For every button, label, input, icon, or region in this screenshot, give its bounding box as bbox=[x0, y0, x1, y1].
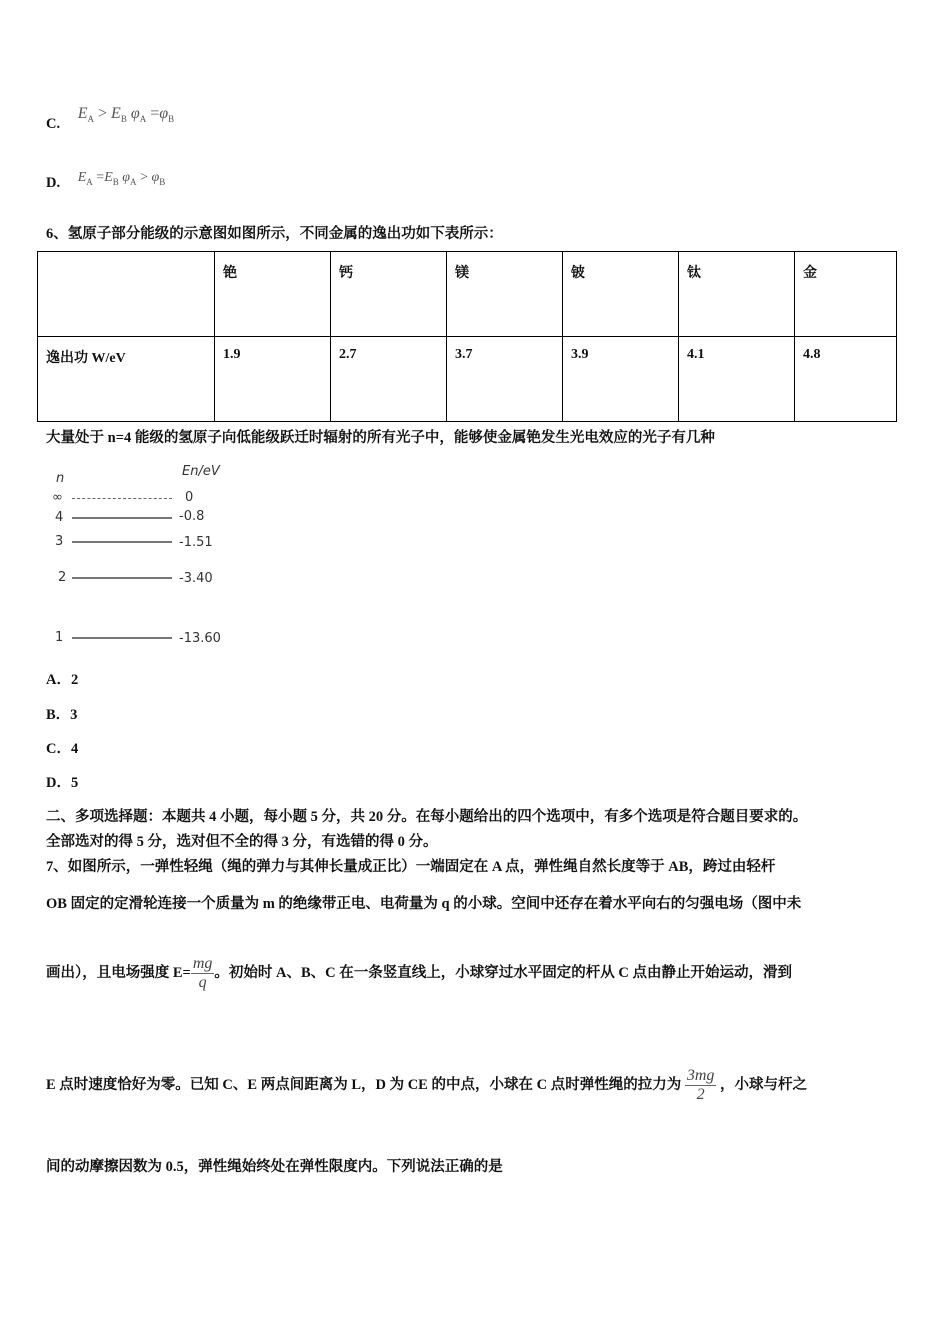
level-energy: 0 bbox=[185, 490, 194, 505]
table-cell: 铯 bbox=[215, 252, 331, 337]
fraction-mg-over-q: $\frac{mg}{q}$ bbox=[192, 955, 213, 991]
q6-stem: 6、氢原子部分能级的示意图如图所示，不同金属的逸出功如下表所示： bbox=[46, 226, 503, 242]
option-c-formula: $E_A > E_B$ $\varphi_A =\varphi_B$ bbox=[77, 105, 175, 125]
level-line-1 bbox=[72, 637, 172, 639]
table-header-row bbox=[38, 252, 897, 337]
option-a: A．2 bbox=[46, 672, 79, 688]
table-cell: 钙 bbox=[331, 252, 447, 337]
table-cell: 金 bbox=[795, 252, 897, 337]
q7-line: OB 固定的定滑轮连接一个质量为 m 的绝缘带正电、电荷量为 q 的小球。空间中还存在着水平向右的匀强电场（图中未 bbox=[46, 896, 802, 912]
level-n: 3 bbox=[55, 534, 64, 549]
option-b: B．3 bbox=[46, 707, 78, 723]
text: 。初始时 A、B、C 在一条竖直线上，小球穿过水平固定的杆从 C 点由静止开始运动，滑到 bbox=[214, 964, 792, 981]
q7-line bbox=[46, 955, 792, 992]
q6-question: 大量处于 n=4 能级的氢原子向低能级跃迁时辐射的所有光子中，能够使金属铯发生光电效应的光子有几种 bbox=[46, 430, 715, 446]
q7-line: 间的动摩擦因数为 0.5，弹性绳始终处在弹性限度内。下列说法正确的是 bbox=[46, 1159, 503, 1175]
option-d: D．5 bbox=[46, 775, 79, 791]
table-cell: 钛 bbox=[679, 252, 795, 337]
level-line-3 bbox=[72, 541, 172, 543]
table-row bbox=[38, 337, 897, 422]
table-cell: 镁 bbox=[447, 252, 563, 337]
text: 画出），且电场强度 E= bbox=[46, 964, 191, 981]
table-cell: 4.8 bbox=[795, 337, 897, 422]
level-line-2 bbox=[72, 577, 172, 579]
work-function-table bbox=[37, 251, 897, 422]
level-energy: -13.60 bbox=[179, 631, 221, 646]
level-energy: -3.40 bbox=[179, 571, 213, 586]
level-energy: -0.8 bbox=[179, 509, 205, 524]
table-cell: 逸出功 W/eV bbox=[38, 337, 215, 422]
table-cell: 2.7 bbox=[331, 337, 447, 422]
level-energy: -1.51 bbox=[179, 535, 213, 550]
option-d-formula: $E_A =E_B$ $\varphi_A > \varphi_B$ bbox=[77, 170, 166, 187]
level-n: 4 bbox=[55, 510, 64, 525]
option-label: C. bbox=[46, 116, 61, 132]
table-cell: 4.1 bbox=[679, 337, 795, 422]
table-cell bbox=[38, 252, 215, 337]
table-cell: 铍 bbox=[563, 252, 679, 337]
fraction-3mg-over-2: $\frac{3mg}{2}$ bbox=[686, 1067, 715, 1103]
level-line-infinity bbox=[72, 498, 172, 499]
q7-line: 7、如图所示，一弹性轻绳（绳的弹力与其伸长量成正比）一端固定在 A 点，弹性绳自然长度等于 AB，跨过由轻杆 bbox=[46, 859, 776, 875]
table-cell: 3.7 bbox=[447, 337, 563, 422]
table-cell: 3.9 bbox=[563, 337, 679, 422]
option-c: C．4 bbox=[46, 741, 79, 757]
option-d bbox=[46, 170, 166, 193]
text: ，小球与杆之 bbox=[720, 1076, 808, 1093]
q7-line bbox=[46, 1067, 807, 1104]
option-c bbox=[46, 105, 175, 134]
section2-note: 全部选对的得 5 分，选对但不全的得 3 分，有选错的得 0 分。 bbox=[46, 834, 438, 850]
n-axis-label: n bbox=[56, 471, 65, 486]
section2-header: 二、多项选择题：本题共 4 小题，每小题 5 分，共 20 分。在每小题给出的四个选项中，有多个选项是符合题目要求的。 bbox=[46, 809, 808, 825]
option-label: D. bbox=[46, 175, 61, 191]
text: E 点时速度恰好为零。已知 C、E 两点间距离为 L，D 为 CE 的中点，小球在 C 点时弹性绳的拉力为 bbox=[46, 1076, 682, 1093]
level-line-4 bbox=[72, 517, 172, 519]
level-n: ∞ bbox=[52, 490, 63, 505]
level-n: 1 bbox=[55, 630, 64, 645]
level-n: 2 bbox=[58, 570, 67, 585]
table-cell: 1.9 bbox=[215, 337, 331, 422]
energy-axis-label: En/eV bbox=[182, 464, 220, 479]
